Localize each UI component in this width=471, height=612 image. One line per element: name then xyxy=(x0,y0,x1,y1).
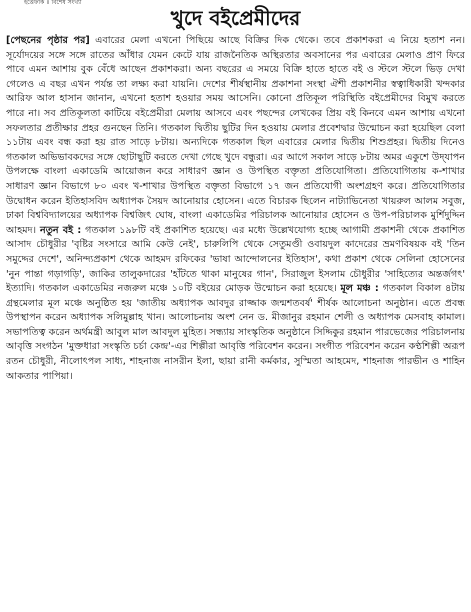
continuation-kicker: [পেছনের পৃষ্ঠার পর] xyxy=(6,35,90,46)
paragraph-3: গতকাল বিকাল ৪টায় গ্রন্থমেলার মূল মঞ্চে অনুষ্ঠিত হয় 'জাতীয় অধ্যাপক আবদুর রাজ্জাক জন্মশতবর্ষ' শীর্ষক আলোচনা অনুষ্ঠান। এতে প্রবন্ধ উপস্থাপন করেন অধ্যাপক সলিমুল্লাহ খান। আলোচনায় অংশ নেন ড. মীজানুর রহমান শেলী ও অধ্যাপক মেসবাহ কামাল। সভাপতিত্ব করেন অর্থমন্ত্রী আবুল মাল আবদুল মুহিত। সন্ধ্যায় সাংস্কৃতিক অনুষ্ঠানে সিদ্দিকুর রহমান পারভেজের পরিচালনায় আবৃত্তি সংগঠন 'মুক্তধারা সংস্কৃতি চর্চা কেন্দ্র'-এর শিল্পীরা আবৃত্তি পরিবেশন করেন। সংগীত পরিবেশন করেন কণ্ঠশিল্পী অরূপ রতন চৌধুরী, নীলোৎপল সাধ্য, শাহনাজ নাসরীন ইলা, ছায়া রানী কর্মকার, সুস্মিতা আহমেদ, শাহনাজ পারভীন ও শাহিন আকতার পাপিয়া। xyxy=(6,283,465,382)
article-body xyxy=(6,34,465,610)
main-stage-label: মূল মঞ্চ : xyxy=(340,283,379,295)
new-books-label: নতুন বই : xyxy=(39,224,82,236)
headline: খুদে বইপ্রেমীদের xyxy=(170,6,301,30)
paragraph-1: এবারের মেলা এখনো পিছিয়ে আছে বিক্রির দিক থেকে। তবে প্রকাশকরা এ নিয়ে হতাশ নন। সূর্যোদয়ের সঙ্গে সঙ্গে রাতের আঁধার যেমন কেটে যায় রাজনৈতিক অস্থিরতার অবসানের পর এবারের মেলাও প্রাণ ফিরে পাবে এমন আশায় বুক বেঁধে আছেন প্রকাশকরা। অন্য বছরের এ সময়ে বিক্রি হাতে হাতে বই ও স্টলে স্টলে ভিড় দেখা গেলেও এ বছর এখন পর্যন্ত তা লক্ষ্য করা যায়নি। দেশের শীর্ষস্থানীয় প্রকাশনা সংস্থা ঐশী প্রকাশনীর স্বত্বাধিকারী খন্দকার আরিফ আল হাসান জানান, এখনো হতাশ হওয়ার সময় আসেনি। কোনো প্রতিকূল পরিস্থিতি বইপ্রেমীদের বিমুখ করতে পারে না। সব প্রতিকূলতা কাটিয়ে বইপ্রেমীরা মেলায় আসবে এবং পছন্দের লেখকের প্রিয় বই কিনবে এমন আশায় এখনো সফলতার প্রতীক্ষার প্রহর গুনছেন তিনি। গতকাল দ্বিতীয় ছুটির দিন হওয়ায় মেলার প্রবেশদ্বার উন্মোচন করা হয়েছিল বেলা ১১টায় এবং বন্ধ করা হয় রাত সাড়ে ৮টায়। অন্যদিকে গতকাল ছিল এবারের মেলার দ্বিতীয় শিশুপ্রহর। দ্বিতীয় দিনেও গতকাল অভিভাবকদের সঙ্গে ছোটাছুটি করতে দেখা গেছে খুদে বন্ধুরা। এর আগে সকাল সাড়ে ৮টায় অমর একুশে উদ্‌যাপন উপলক্ষে বাংলা একাডেমি আয়োজন করে সাধারণ জ্ঞান ও উপস্থিত বক্তৃতা প্রতিযোগিতা। প্রতিযোগিতায় ক-শাখার সাধারণ জ্ঞান বিভাগে ৮০ এবং খ-শাখার উপস্থিত বক্তৃতা বিভাগে ১৭ জন প্রতিযোগী অংশগ্রহণ করে। প্রতিযোগিতার উদ্বোধন করেন ইতিহাসবিদ অধ্যাপক সৈয়দ আনোয়ার হোসেন। এতে বিচারক ছিলেন নাট্যাভিনেতা খায়রুল আলম সবুজ, ঢাকা বিশ্ববিদ্যালয়ের অধ্যাপক বিশ্বজিৎ ঘোষ, বাংলা একাডেমির পরিচালক আনোয়ার হোসেন ও উপ-পরিচালক মুর্শিদুদ্দিন আহমদ। xyxy=(6,35,465,236)
masthead-strip: ইত্তেফাক ॥ বিশেষ সংখ্যা xyxy=(24,0,82,6)
paragraph-2: গতকাল ১৯৮টি বই প্রকাশিত হয়েছে। এর মধ্যে উল্লেখযোগ্য হচ্ছে আগামী প্রকাশনী থেকে প্রকাশিত আসাদ চৌধুরীর 'বৃষ্টির সংসারে আমি কেউ নেই', চারুলিপি থেকে সেতুমণ্ডী ওবায়দুল কাদেরের ভ্রমণবিষয়ক বই 'তিন সমুদ্দের দেশে', অনিন্দ্যপ্রকাশ থেকে আহমদ রফিকের 'ভাষা আন্দোলনের ইতিহাস', কথা প্রকাশ থেকে সেলিনা হোসেনের 'নুন পান্তা গড়াগড়ি', জাকির তালুকদারের 'হাঁটতে থাকা মানুষের গান', সিরাজুল ইসলাম চৌধুরীর 'সাহিত্যের অন্তর্জগৎ' ইত্যাদি। গতকাল একাডেমির নজরুল মঞ্চে ১০টি বইয়ের মোড়ক উন্মোচন করা হয়েছে। xyxy=(6,224,465,295)
